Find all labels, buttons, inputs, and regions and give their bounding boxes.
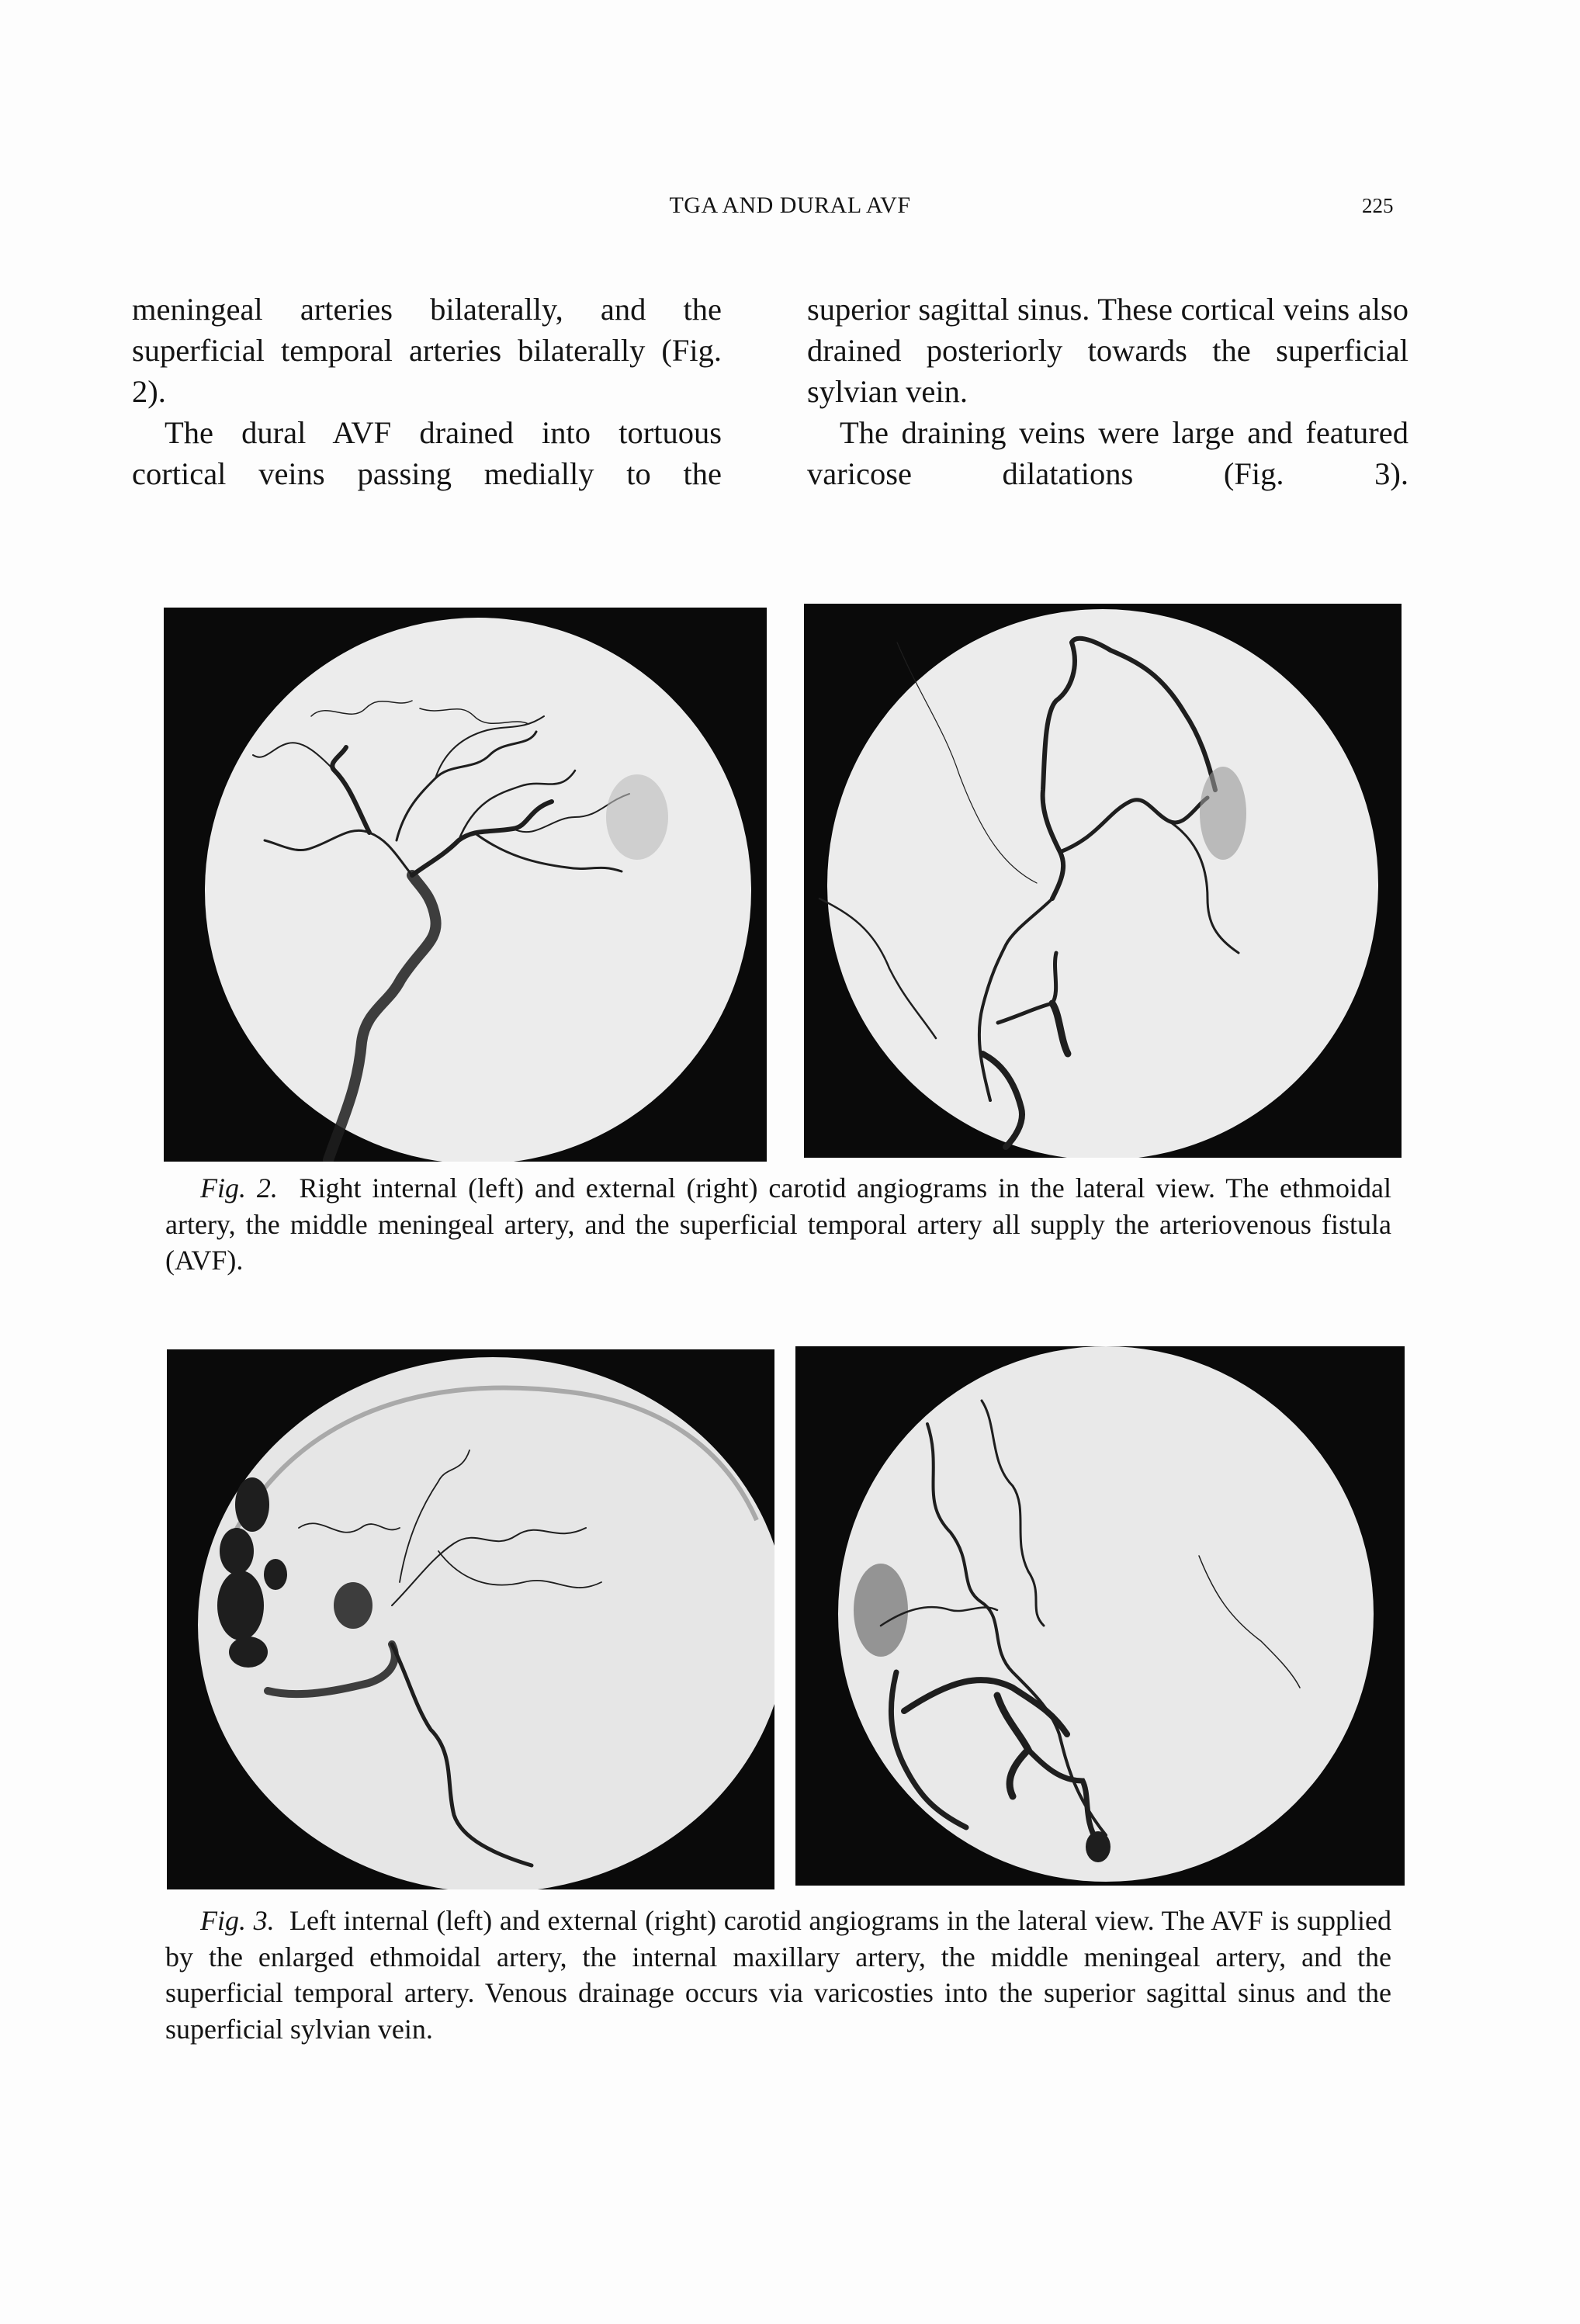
figure-2-caption: [165, 1170, 1391, 1279]
figure-3-left-angiogram: [167, 1349, 774, 1889]
figure-label: Fig. 2.: [200, 1172, 278, 1204]
angiogram-image: [164, 608, 767, 1162]
paragraph: The dural AVF drained into tortuous cortical veins passing medially to the: [132, 415, 722, 491]
figure-3-right-angiogram: [795, 1346, 1405, 1886]
body-column-right: [807, 289, 1408, 494]
page-number: 225: [1362, 194, 1394, 217]
paragraph: The draining veins were large and featured varicose dilatations (Fig. 3).: [807, 415, 1408, 491]
figure-2-right-angiogram: [804, 604, 1402, 1158]
figure-2-left-angiogram: [164, 608, 767, 1162]
running-title: TGA AND DURAL AVF: [669, 192, 911, 218]
figure-label: Fig. 3.: [200, 1905, 275, 1936]
paragraph: meningeal arteries bilaterally, and the superficial temporal arteries bilaterally (Fig. 2).: [132, 292, 722, 409]
body-column-left: [132, 289, 722, 494]
angiogram-image: [167, 1349, 774, 1889]
paragraph: superior sagittal sinus. These cortical veins also drained posteriorly towards the superficial sylvian vein.: [807, 292, 1408, 409]
caption-text: Left internal (left) and external (right) carotid angiograms in the lateral view. The AVF is supplied by the enlarged ethmoidal artery, the internal maxillary artery, the middle meningeal artery, and the superficial temporal artery. Venous drainage occurs via varicosties into the superior sagittal sinus and the superficial sylvian vein.: [165, 1905, 1391, 2045]
angiogram-image: [804, 604, 1402, 1158]
angiogram-image: [795, 1346, 1405, 1886]
figure-3-caption: [165, 1903, 1391, 2047]
caption-text: Right internal (left) and external (right) carotid angiograms in the lateral view. The ethmoidal artery, the middle meningeal artery, and the superficial temporal artery all supply the arteriovenous fistula (AVF).: [165, 1172, 1391, 1276]
